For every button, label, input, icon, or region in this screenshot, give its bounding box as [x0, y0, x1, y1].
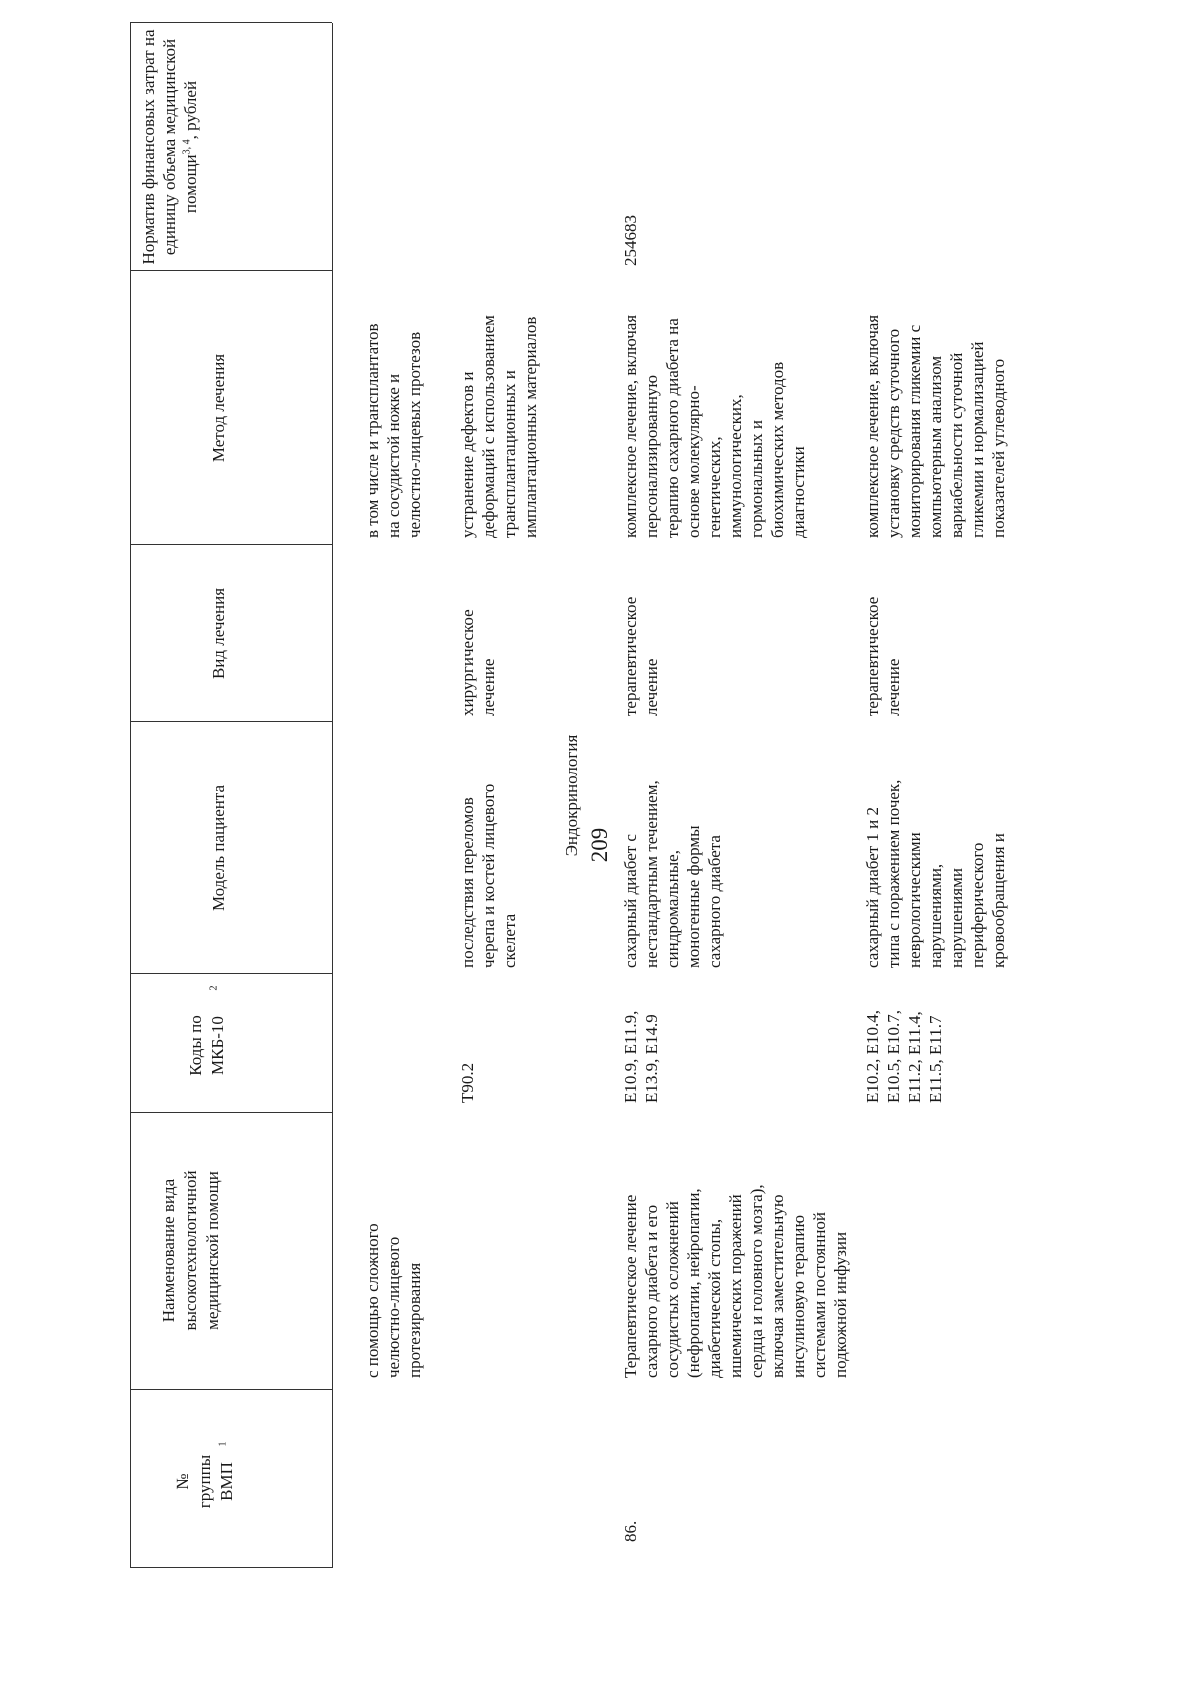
column-separator	[130, 1112, 332, 1113]
header-treatment-type: Вид лечения	[209, 587, 228, 680]
row1-vmp-name: с помощью сложного челюстно-лицевого протезирования	[363, 1223, 424, 1378]
header-bottom-rule	[332, 23, 333, 1568]
row4-icd-codes: E10.2, E10.4, E10.5, E10.7, E11.2, E11.4, E11.5, E11.7	[863, 1009, 945, 1103]
row3-cost: 254683	[621, 215, 640, 266]
column-separator	[130, 1389, 332, 1390]
header-vmp-name: Наименование вида высокотехнологичной медицинской помощи	[159, 1170, 222, 1331]
header-patient-model: Модель пациента	[209, 784, 228, 912]
column-separator	[130, 544, 332, 545]
rotated-table	[130, 23, 1180, 1568]
header-group-number: № группы ВМП$^1$	[173, 1441, 236, 1509]
header-top-rule	[130, 23, 131, 1568]
column-separator	[130, 721, 332, 722]
row4-method: комплексное лечение, включая установку средств суточного мониторирования гликемии с компьютерным анализом вариабельности суточной гликемии и нормализацией показателей углеводного	[863, 314, 1008, 538]
row3-method: комплексное лечение, включая персонализированную терапию сахарного диабета на основе молекулярно- генетических, иммунологических, гормональных и биохимических методов диагностики	[621, 314, 808, 538]
header-treatment-method: Метод лечения	[209, 353, 228, 463]
row3-patient-model: сахарный диабет с нестандартным течением, синдромальные, моногенные формы сахарного диабета	[621, 780, 724, 968]
page-number: 209	[587, 827, 612, 863]
row2-method: устранение дефектов и деформаций с использованием трансплантационных и имплантационных материалов	[458, 315, 540, 538]
header-icd-codes: Коды по МКБ-$10^2$	[186, 985, 227, 1076]
row2-icd-codes: T90.2	[458, 1062, 477, 1103]
header-cost-standard: Норматив финансовых затрат на единицу объема медицинской помощи$^{3, 4}$, рублей	[139, 29, 200, 265]
section-title-endocrinology: Эндокринология	[562, 734, 581, 857]
row2-treatment-type: хирургическое лечение	[458, 609, 498, 716]
row3-group-number: 86.	[621, 1520, 640, 1542]
row4-patient-model: сахарный диабет 1 и 2 типа с поражением почек, неврологическими нарушениями, нарушениями периферического кровообращения и	[863, 779, 1008, 968]
row1-method: в том числе и трансплантатов на сосудистой ножке и челюстно-лицевых протезов	[363, 323, 424, 538]
column-separator	[130, 1567, 332, 1568]
column-separator	[130, 973, 332, 974]
row3-treatment-type: терапевтическое лечение	[621, 596, 661, 716]
row3-vmp-name: Терапевтическое лечение сахарного диабета и его сосудистых осложнений (нефропатии, нейропатии, диабетической стопы, ишемических поражений сердца и головного мозга), включая заместительную инсулиновую терапию системами постоянной подкожной инфузии	[621, 1184, 850, 1378]
column-separator	[130, 22, 332, 23]
row2-patient-model: последствия переломов черепа и костей лицевого скелета	[458, 783, 519, 968]
column-separator	[130, 270, 332, 271]
row3-icd-codes: E10.9, E11.9, E13.9, E14.9	[621, 1010, 661, 1103]
row4-treatment-type: терапевтическое лечение	[863, 596, 903, 716]
